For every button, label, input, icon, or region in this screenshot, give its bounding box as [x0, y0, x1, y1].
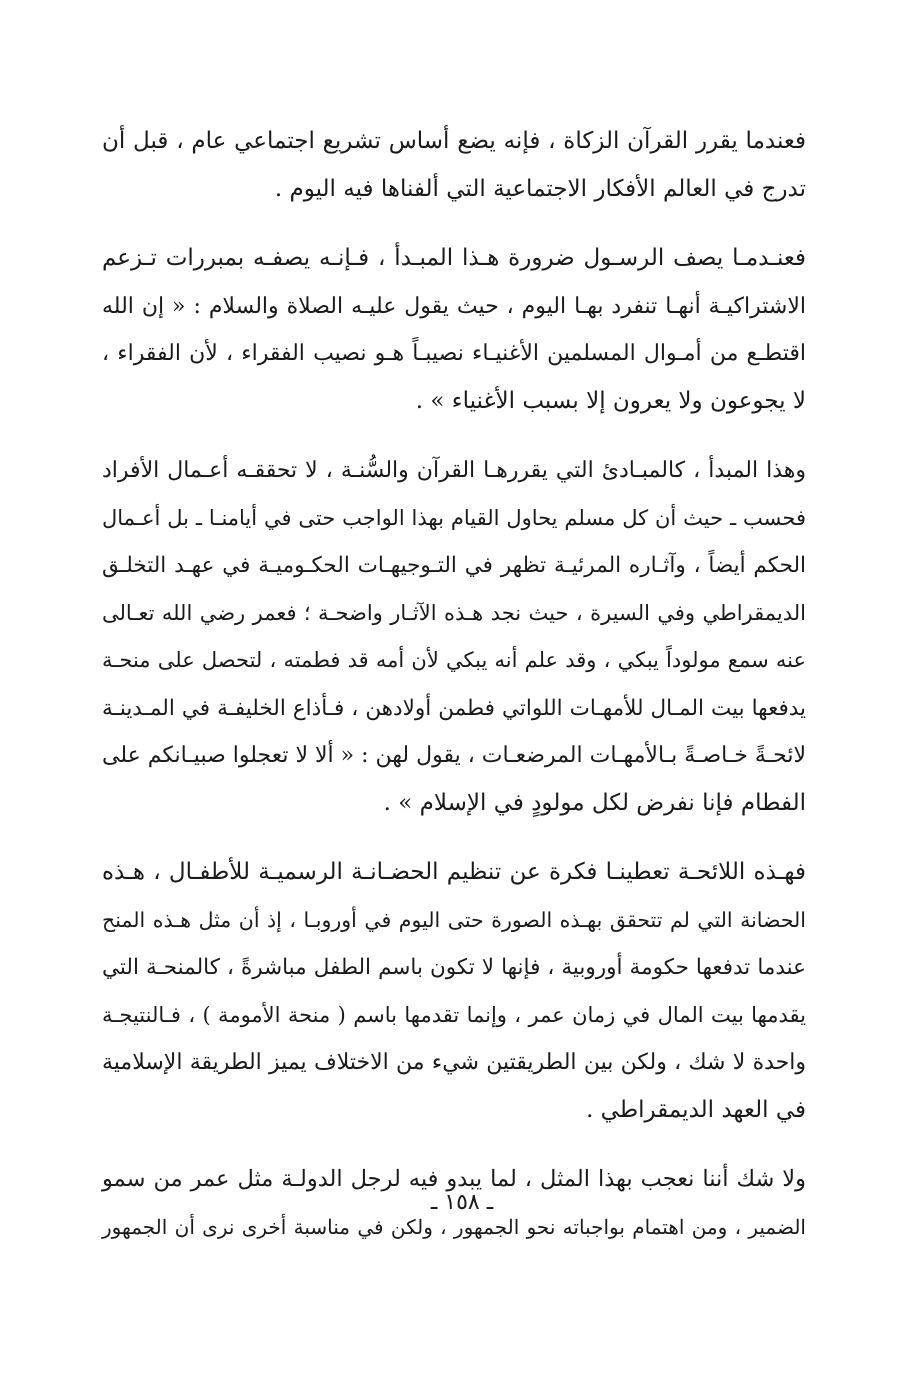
text-line: لا يجوعون ولا يعرون إلا بسبب الأغنياء » .: [415, 387, 806, 414]
text-line: فعندما يقرر القرآن الزكاة ، فإنه يضع أساس تشريع اجتماعي عام ، قبل أن: [102, 128, 806, 154]
text-line: اقتطـع من أمـوال المسلمين الأغنيـاء نصيبـاً هـو نصيب الفقراء ، لأن الفقراء ،: [102, 341, 806, 366]
body-text: [102, 118, 806, 1273]
text-line: في العهد الديمقراطي .: [586, 1096, 806, 1123]
text-line: يقدمها بيت المال في زمان عمر ، وإنما تقدمها باسم ( منحة الأمومة ) ، فـالنتيجـة: [102, 1002, 806, 1027]
text-line: تدرج في العالم الأفكار الاجتماعية التي ألفناها فيه اليوم .: [274, 175, 806, 202]
text-line: الحضانة التي لم تتحقق بهـذه الصورة حتى اليوم في أوروبـا ، إذ أن مثل هـذه المنح: [102, 907, 806, 932]
text-line: الاشتراكيـة أنهـا تنفرد بهـا اليوم ، حيث يقول عليـه الصلاة والسلام : « إن الله: [102, 293, 806, 319]
text-line: عنه سمع مولوداً يبكي ، وقد علم أنه يبكي لأن أمه قد فطمته ، لتحصل على منحـة: [102, 648, 806, 672]
text-line: وهذا المبدأ ، كالمبـادئ التي يقررهـا القرآن والسُّنـة ، لا تحققـه أعـمال الأفراد: [102, 458, 806, 483]
page-number: ـ ١٥٨ ـ: [430, 1190, 494, 1215]
text-line: ولا شك أننا نعجب بهذا المثل ، لما يبدو فيه لرجل الدولـة مثل عمر من سمو: [102, 1166, 806, 1192]
text-line: فعنـدمـا يصف الرسـول ضرورة هـذا المبـدأ ، فـإنـه يصفـه بمبررات تـزعم: [102, 245, 806, 271]
text-line: الديمقراطي وفي السيرة ، حيث نجد هـذه الآثـار واضحـة ؛ فعمر رضي الله تعـالى: [102, 600, 806, 625]
text-line: الحكم أيضاً ، وآثـاره المرئيـة تظهر في التـوجيهـات الحكـوميـة في عهـد التخلـق: [102, 553, 806, 578]
text-line: فهـذه اللائحـة تعطينـا فكرة عن تنظيم الحضـانـة الرسميـة للأطفـال ، هـذه: [102, 859, 806, 885]
text-line: عندما تدفعها حكومة أوروبية ، فإنها لا تكون باسم الطفل مباشرةً ، كالمنحـة التي: [102, 955, 806, 980]
text-line: الضمير ، ومن اهتمام بواجباته نحو الجمهور ، ولكن في مناسبة أخرى نرى أن الجمهور: [102, 1214, 806, 1239]
paragraph-2: [102, 235, 806, 425]
paragraph-4: [102, 849, 806, 1134]
text-line: فحسب ـ حيث أن كل مسلم يحاول القيام بهذا الواجب حتى في أيامنـا ـ بل أعـمال: [102, 505, 806, 530]
text-line: الفطام فإنا نفرض لكل مولودٍ في الإسلام » .: [383, 789, 806, 816]
paragraph-3: [102, 447, 806, 827]
text-line: لائحـةً خـاصـةً بـالأمهـات المرضعـات ، يقول لهن : « ألا لا تعجلوا صبيـانكم على: [102, 743, 806, 768]
text-line: واحدة لا شك ، ولكن بين الطريقتين شيء من الاختلاف يميز الطريقة الإسلامية: [102, 1050, 806, 1075]
text-line: يدفعها بيت المـال للأمهـات اللواتي فطمن أولادهن ، فـأذاع الخليفـة في المـدينـة: [102, 695, 806, 721]
paragraph-1: [102, 118, 806, 213]
